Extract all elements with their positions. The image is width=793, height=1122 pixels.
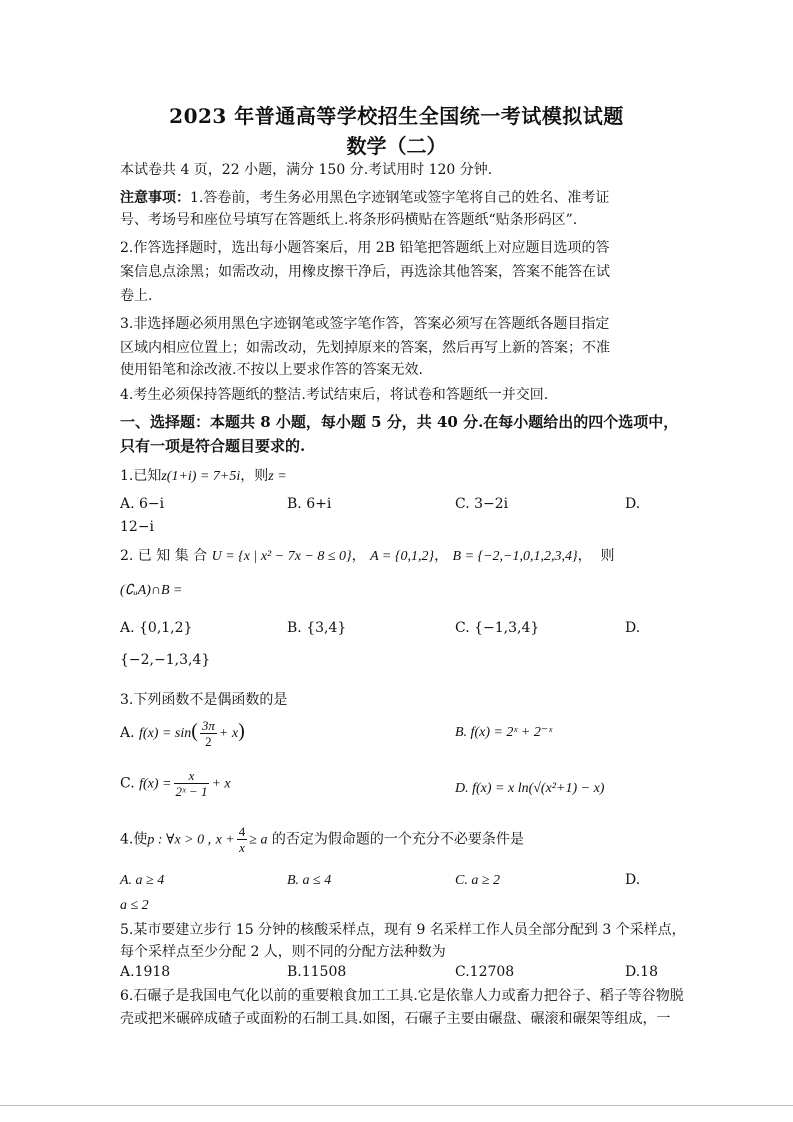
note-2c: 卷上. bbox=[120, 288, 153, 304]
q4-option-d-value bbox=[120, 895, 149, 916]
q5-option-b: B.11508 bbox=[287, 964, 347, 980]
q4-option-d: D. bbox=[625, 872, 641, 888]
q3-option-d-text: D. f(x) = x ln(√(x²+1) − x) bbox=[455, 781, 605, 796]
q2-then: 则 bbox=[600, 548, 615, 564]
q2-set-b: B = {−2,−1,0,1,2,3,4} bbox=[452, 549, 578, 564]
q1-prefix: 1.已知 bbox=[120, 468, 162, 484]
q4-expr-a: x + bbox=[215, 832, 235, 848]
q3-option-c-lhs: f(x) = bbox=[139, 776, 172, 792]
intro-line: 本试卷共 4 页，22 小题，满分 150 分.考试用时 120 分钟. bbox=[120, 162, 493, 178]
q1-option-c: C. 3−2i bbox=[455, 496, 509, 512]
q2-option-b: B. {3,4} bbox=[287, 620, 347, 636]
notes-line-1 bbox=[120, 188, 609, 208]
q2-set-a: A = {0,1,2} bbox=[370, 549, 435, 564]
q5-option-a: A.1918 bbox=[120, 964, 171, 980]
q4-p: p : ∀x > 0 , bbox=[147, 832, 212, 848]
q4-option-c-text: C. a ≥ 2 bbox=[455, 873, 501, 888]
q2-prefix: 2. 已 知 集 合 bbox=[120, 548, 208, 564]
section1-heading-1: 一、选择题：本题共 8 小题，每小题 5 分，共 40 分.在每小题给出的四个选项中， bbox=[120, 413, 679, 431]
q3-option-c-rest: + x bbox=[211, 776, 231, 792]
q2-ask bbox=[120, 580, 183, 601]
note-1b: 号、考场号和座位号填写在答题纸上.将条形码横贴在答题纸“贴条形码区”. bbox=[120, 212, 578, 228]
q3-option-a-lhs: f(x) = sin bbox=[139, 726, 192, 741]
q4-expr-b: ≥ a bbox=[249, 832, 268, 848]
q3-option-b-text: B. f(x) = 2ˣ + 2⁻ˣ bbox=[455, 725, 553, 740]
note-3b: 区域内相应位置上；如需改动，先划掉原来的答案，然后再写上新的答案；不准 bbox=[120, 340, 610, 356]
q3-option-c-num: x bbox=[174, 768, 210, 784]
q4-option-c bbox=[455, 870, 500, 891]
q4-frac bbox=[237, 824, 248, 855]
q6-stem-1: 6.石碾子是我国电气化以前的重要粮食加工工具.它是依靠人力或畜力把谷子、稻子等谷物脱 bbox=[120, 988, 684, 1004]
q4-option-b bbox=[287, 870, 331, 891]
exam-title: 2023 年普通高等学校招生全国统一考试模拟试题 bbox=[169, 104, 624, 128]
q1-stem bbox=[120, 466, 287, 487]
note-4: 4.考生必须保持答题纸的整洁.考试结束后，将试卷和答题纸一并交回. bbox=[120, 387, 549, 403]
q3-option-d bbox=[455, 778, 604, 799]
page-bottom-divider bbox=[0, 1105, 793, 1106]
q4-frac-num: 4 bbox=[238, 824, 246, 839]
q1-option-b: B. 6+i bbox=[287, 496, 332, 512]
q3-option-a-num: 3π bbox=[201, 717, 215, 733]
q2-option-d-value: {−2,−1,3,4} bbox=[120, 652, 211, 668]
section1-heading-2: 只有一项是符合题目要求的. bbox=[120, 437, 306, 455]
q3-option-c-label: C. bbox=[120, 775, 135, 792]
q4-suffix: 的否定为假命题的一个充分不必要条件是 bbox=[271, 831, 524, 848]
q2-stem: 2. 已 知 集 合 U = {x | x² − 7x − 8 ≤ 0}， A = {0,1,2}， B = {−2,−1,0,1,2,3,4}， 则 bbox=[120, 548, 615, 564]
q3-option-a-rest: + x bbox=[218, 726, 239, 741]
q4-prefix: 4.使 bbox=[120, 831, 148, 848]
q4-option-d-value-text: a ≤ 2 bbox=[120, 898, 149, 913]
q1-option-d: D. bbox=[625, 496, 641, 512]
q4-frac-den: x bbox=[239, 840, 245, 855]
q1-option-d-value: 12−i bbox=[120, 519, 155, 535]
note-3a: 3.非选择题必须用黑色字迹钢笔或签字笔作答，答案必须写在答题纸各题目指定 bbox=[120, 316, 610, 332]
note-2a: 2.作答选择题时，选出每小题答案后，用 2B 铅笔把答题纸上对应题目选项的答 bbox=[120, 240, 610, 256]
q4-option-b-text: B. a ≤ 4 bbox=[287, 873, 332, 888]
q3-option-c bbox=[120, 768, 231, 800]
q3-option-b bbox=[455, 722, 552, 743]
q6-stem-2: 壳或把米碾碎成碴子或面粉的石制工具.如图，石碾子主要由碾盘、碾滚和碾架等组成，一 bbox=[120, 1011, 671, 1027]
q5-option-c: C.12708 bbox=[455, 964, 515, 980]
q2-set-u: U = {x | x² − 7x − 8 ≤ 0} bbox=[211, 549, 352, 564]
q4-option-a bbox=[120, 870, 164, 891]
q5-option-d: D.18 bbox=[625, 964, 658, 980]
q3-option-c-den: 2ˣ − 1 bbox=[175, 784, 208, 799]
q3-option-a-frac bbox=[200, 718, 217, 749]
q3-stem: 3.下列函数不是偶函数的是 bbox=[120, 692, 288, 708]
q3-option-a-label: A. bbox=[120, 725, 135, 741]
note-1a: 1.答卷前，考生务必用黑色字迹钢笔或签字笔将自己的姓名、准考证 bbox=[190, 190, 610, 206]
q1-option-a: A. 6−i bbox=[120, 496, 165, 512]
exam-subtitle: 数学（二） bbox=[346, 134, 447, 158]
q3-option-a: A. f(x) = sin( $\frac{3\pi}{2}$ + x) bbox=[120, 717, 245, 749]
q2-option-c: C. {−1,3,4} bbox=[455, 620, 540, 636]
q1-ask: z = bbox=[268, 469, 287, 484]
q2-option-d: D. bbox=[625, 620, 641, 636]
q4-option-a-text: A. a ≥ 4 bbox=[120, 873, 165, 888]
note-3c: 使用铅笔和涂改液.不按以上要求作答的答案无效. bbox=[120, 362, 423, 378]
q3-option-c-frac bbox=[174, 768, 210, 799]
q5-stem-2: 每个采样点至少分配 2 人，则不同的分配方法种数为 bbox=[120, 944, 446, 960]
q3-option-a-den: 2 bbox=[205, 733, 212, 749]
q2-option-a: A. {0,1,2} bbox=[120, 620, 193, 636]
q2-ask-expr: (∁ᵤA)∩B = bbox=[120, 583, 183, 598]
q5-stem-1: 5.某市要建立步行 15 分钟的核酸采样点，现有 9 名采样工作人员全部分配到 3 个采样点， bbox=[120, 922, 686, 938]
notes-label: 注意事项： bbox=[120, 190, 190, 206]
q1-suffix: ，则 bbox=[240, 468, 269, 484]
q1-expr: z(1+i) = 7+5i bbox=[161, 469, 241, 484]
q4-stem bbox=[120, 824, 524, 856]
note-2b: 案信息点涂黑；如需改动，用橡皮擦干净后，再选涂其他答案，答案不能答在试 bbox=[120, 264, 610, 280]
